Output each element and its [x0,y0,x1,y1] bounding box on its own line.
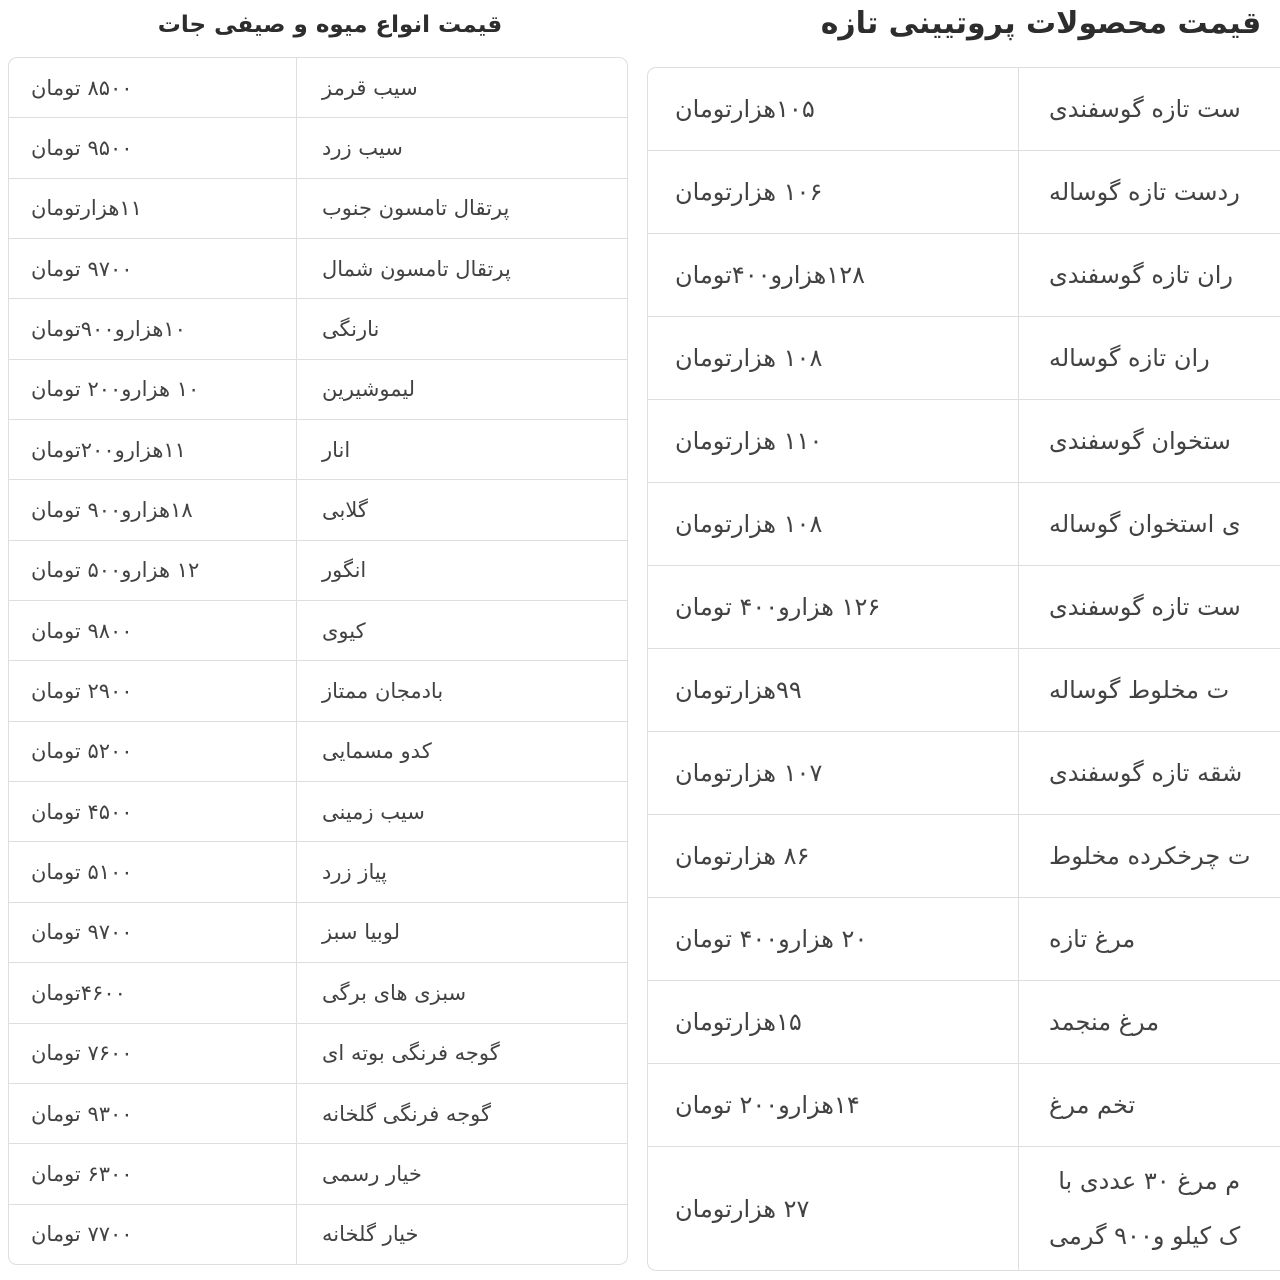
price-cell [648,1064,1019,1146]
name-text: ست تازه گوسفندی [1049,95,1241,123]
table-row [648,981,1280,1064]
name-cell [1019,815,1280,897]
name-cell [297,601,627,660]
name-cell [1019,649,1280,731]
price-text: ۴۶۰۰تومان [31,980,126,1005]
name-cell [1019,1147,1280,1270]
table-row [648,566,1280,649]
price-text: ۱۰۶ هزارتومان [675,178,823,206]
protein-price-table [647,67,1280,1271]
price-cell [9,118,297,177]
price-text: ۱۰۷ هزارتومان [675,759,823,787]
price-text: ۱۰۸ هزارتومان [675,344,823,372]
name-text: نارنگی [322,317,380,342]
price-cell [9,360,297,419]
name-cell [1019,732,1280,814]
price-text: ۷۶۰۰ تومان [31,1041,133,1066]
price-text: ۱۴هزارو۲۰۰ تومان [675,1091,860,1119]
name-cell [297,541,627,600]
table-row [9,1144,627,1204]
price-text: ۱۰ هزارو۲۰۰ تومان [31,377,200,402]
price-cell [648,981,1019,1063]
name-text: م مرغ ۳۰ عددی با [1058,1166,1241,1195]
name-cell [1019,234,1280,316]
name-cell [297,722,627,781]
name-cell [297,239,627,298]
price-text: ۱۰۸ هزارتومان [675,510,823,538]
price-cell [648,234,1019,316]
name-text: کدو مسمایی [322,739,432,764]
name-text: ردست تازه گوساله [1049,178,1240,206]
price-text: ۱۲۸هزارو۴۰۰تومان [675,261,865,289]
price-text: ۹۳۰۰ تومان [31,1101,133,1126]
price-cell [9,1144,297,1203]
name-text: بادمجان ممتاز [322,679,444,704]
name-text: گوجه فرنگی گلخانه [322,1101,492,1126]
name-text: ران تازه گوساله [1049,344,1210,372]
price-text: ۱۸هزارو۹۰۰ تومان [31,498,193,523]
name-text: پیاز زرد [322,860,388,885]
name-text: تخم مرغ [1049,1091,1136,1119]
price-cell [9,722,297,781]
price-text: ۲۷ هزارتومان [675,1194,810,1223]
name-cell [297,963,627,1022]
table-row [9,782,627,842]
price-cell [648,1147,1019,1270]
price-text: ۱۱هزارو۲۰۰تومان [31,437,186,462]
price-cell [9,1084,297,1143]
fruit-price-table [8,57,628,1265]
table-row [9,239,627,299]
price-text: ۹۷۰۰ تومان [31,920,133,945]
name-text: گوجه فرنگی بوته ای [322,1041,500,1066]
price-text: ۴۵۰۰ تومان [31,799,133,824]
price-text: ۱۰هزارو۹۰۰تومان [31,317,186,342]
table-row [9,58,627,118]
price-cell [648,815,1019,897]
name-text: انگور [322,558,367,583]
price-cell [648,649,1019,731]
name-text: ست تازه گوسفندی [1049,593,1241,621]
price-cell [648,732,1019,814]
price-text: ۷۷۰۰ تومان [31,1222,133,1247]
table-row [9,1205,627,1264]
name-text: سیب قرمز [322,75,418,100]
table-row [9,420,627,480]
price-cell [9,179,297,238]
name-text: خیار گلخانه [322,1222,419,1247]
price-cell [648,566,1019,648]
price-cell [9,239,297,298]
price-text: ۵۲۰۰ تومان [31,739,133,764]
name-text: خیار رسمی [322,1161,422,1186]
price-text: ۸۶ هزارتومان [675,842,810,870]
name-text: پرتقال تامسون شمال [322,256,511,281]
table-row [9,903,627,963]
table-row [9,1084,627,1144]
table-row [648,898,1280,981]
table-row [9,179,627,239]
name-cell [1019,151,1280,233]
table-row [9,963,627,1023]
price-cell [9,480,297,539]
name-cell [297,1205,627,1264]
price-cell [9,420,297,479]
price-cell [648,68,1019,150]
name-text: سیب زمینی [322,799,425,824]
name-text: مرغ منجمد [1049,1008,1160,1036]
price-cell [9,661,297,720]
name-text: سبزی های برگی [322,980,467,1005]
table-row [9,722,627,782]
name-cell [297,179,627,238]
price-cell [648,317,1019,399]
name-cell [1019,317,1280,399]
price-text: ۹۸۰۰ تومان [31,618,133,643]
name-cell [1019,400,1280,482]
table-row [648,234,1280,317]
price-text: ۱۵هزارتومان [675,1008,802,1036]
name-text: مرغ تازه [1049,925,1136,953]
table-row [648,68,1280,151]
name-cell [297,1084,627,1143]
price-text: ۱۲ هزارو۵۰۰ تومان [31,558,200,583]
name-text: ت چرخکرده مخلوط [1049,842,1251,870]
table-row [648,151,1280,234]
table-row [648,649,1280,732]
name-cell [297,1144,627,1203]
table-row [648,400,1280,483]
price-text: ۶۳۰۰ تومان [31,1161,133,1186]
table-row [648,317,1280,400]
name-text: سیب زرد [322,136,403,161]
price-cell [9,1024,297,1083]
name-text: شقه تازه گوسفندی [1049,759,1243,787]
price-cell [648,483,1019,565]
price-cell [9,541,297,600]
table-row [648,815,1280,898]
name-text: ک کیلو و۹۰۰ گرمی [1049,1221,1241,1250]
price-text: ۹۹هزارتومان [675,676,802,704]
price-text: ۲۹۰۰ تومان [31,679,133,704]
table-row [648,1064,1280,1147]
table-row [9,541,627,601]
name-text: ستخوان گوسفندی [1049,427,1231,455]
protein-table-title: قیمت محصولات پروتیینی تازه [820,6,1262,41]
name-cell [297,842,627,901]
price-cell [9,1205,297,1264]
price-text: ۲۰ هزارو۴۰۰ تومان [675,925,868,953]
table-row [9,299,627,359]
name-cell [297,420,627,479]
name-cell [297,58,627,117]
price-text: ۹۷۰۰ تومان [31,256,133,281]
name-text: کیوی [322,618,366,643]
name-text: پرتقال تامسون جنوب [322,196,510,221]
price-text: ۱۰۵هزارتومان [675,95,815,123]
table-row [9,601,627,661]
name-cell [297,480,627,539]
name-cell [1019,898,1280,980]
name-text: ی استخوان گوساله [1049,510,1241,538]
price-text: ۱۲۶ هزارو۴۰۰ تومان [675,593,881,621]
name-text: انار [322,437,351,462]
price-text: ۱۱۰ هزارتومان [675,427,823,455]
name-text: لیموشیرین [322,377,416,402]
name-cell [1019,981,1280,1063]
name-cell [297,903,627,962]
table-row [648,483,1280,566]
price-text: ۸۵۰۰ تومان [31,75,133,100]
name-cell [297,360,627,419]
price-text: ۹۵۰۰ تومان [31,136,133,161]
price-text: ۵۱۰۰ تومان [31,860,133,885]
name-text: ت مخلوط گوساله [1049,676,1230,704]
fruit-table-title: قیمت انواع میوه و صیفی جات [157,12,503,38]
price-cell [9,299,297,358]
name-cell [1019,1064,1280,1146]
price-cell [9,58,297,117]
name-cell [297,1024,627,1083]
table-row [9,1024,627,1084]
price-cell [648,898,1019,980]
name-text: لوبیا سبز [322,920,401,945]
name-text: ران تازه گوسفندی [1049,261,1233,289]
price-cell [9,842,297,901]
name-cell [297,118,627,177]
table-row [9,360,627,420]
name-cell [297,661,627,720]
price-cell [9,963,297,1022]
name-cell [297,299,627,358]
table-row [9,480,627,540]
table-row [648,732,1280,815]
price-cell [9,903,297,962]
table-row [9,118,627,178]
name-cell [1019,566,1280,648]
price-cell [648,400,1019,482]
price-text: ۱۱هزارتومان [31,196,142,221]
price-cell [648,151,1019,233]
name-text-multiline [1049,1154,1240,1264]
price-cell [9,601,297,660]
price-cell [9,782,297,841]
name-text: گلابی [322,498,368,523]
table-row [9,842,627,902]
name-cell [1019,68,1280,150]
table-row [648,1147,1280,1270]
table-row [9,661,627,721]
name-cell [1019,483,1280,565]
name-cell [297,782,627,841]
